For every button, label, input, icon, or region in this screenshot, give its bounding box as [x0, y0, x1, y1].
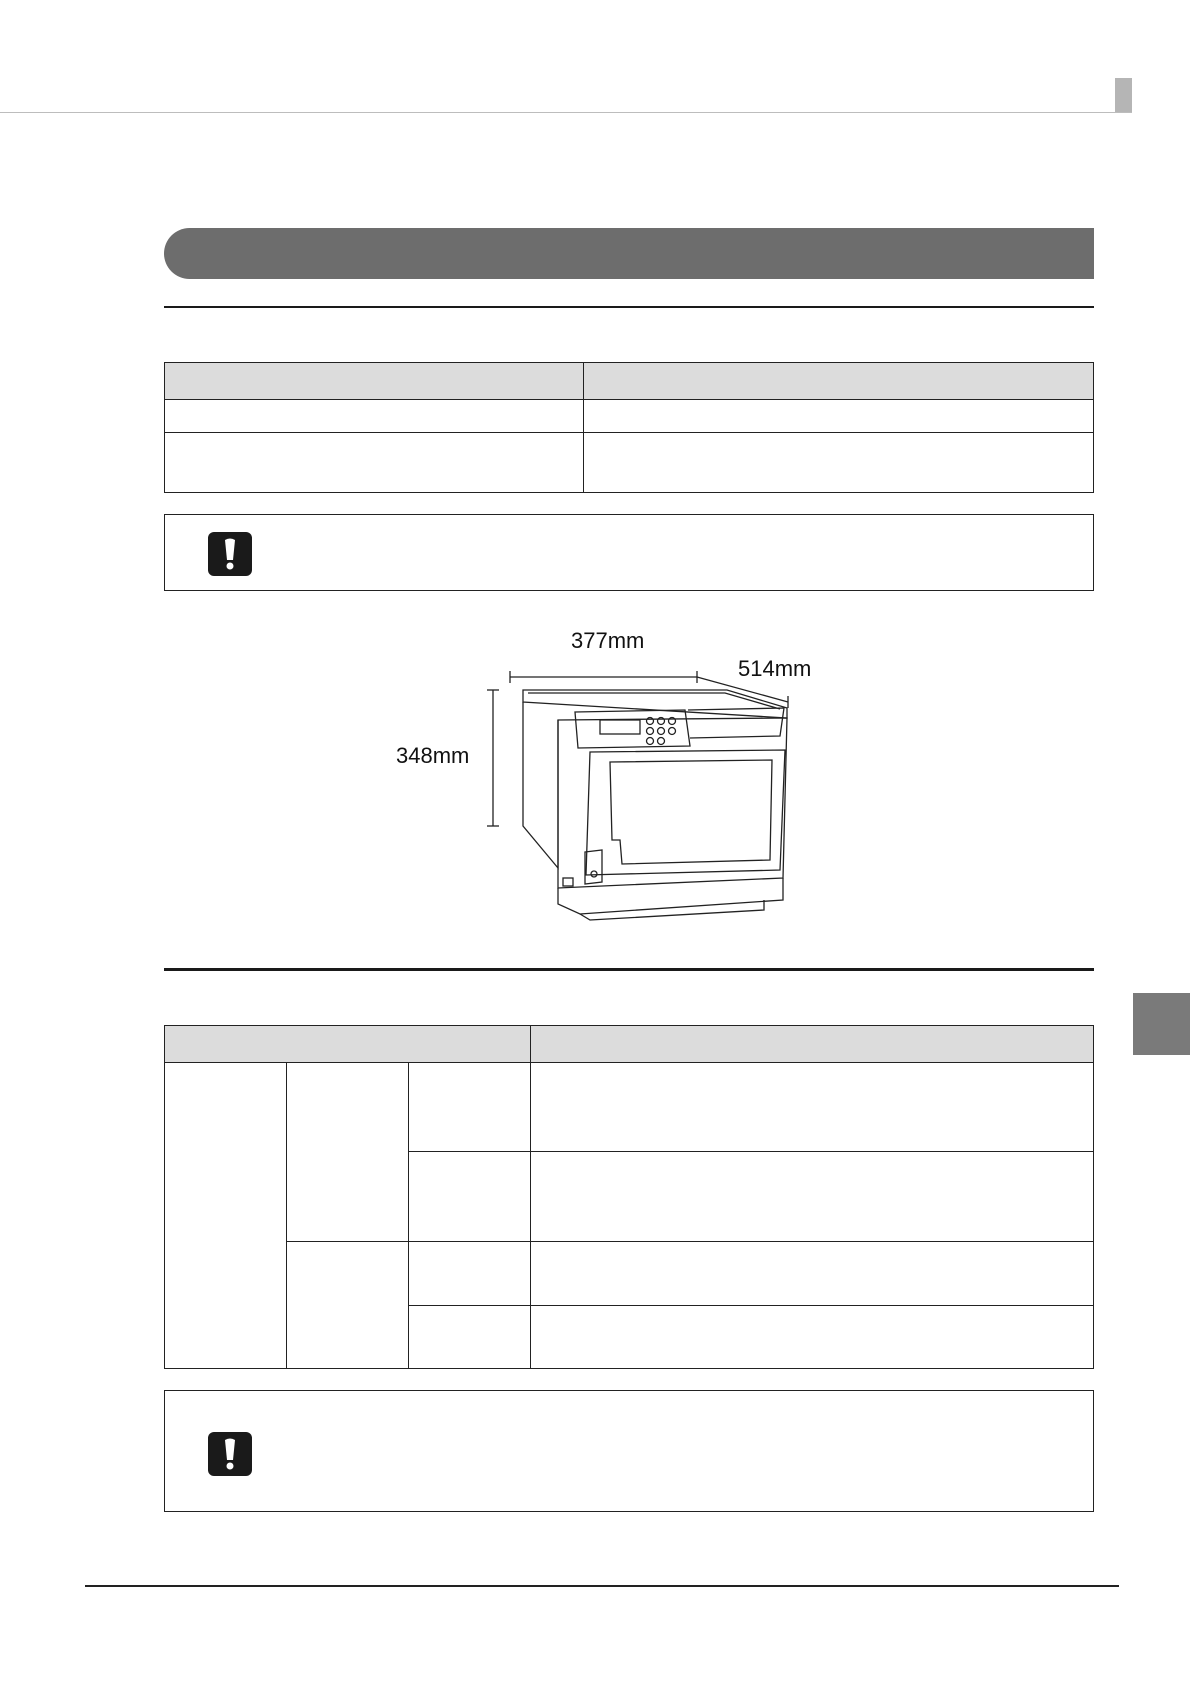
table-header-row: [165, 363, 1093, 400]
spec-table: [164, 362, 1094, 493]
table-row-divider: [286, 1241, 1093, 1242]
section-banner: [164, 228, 1094, 279]
subsection-rule: [164, 306, 1094, 308]
footer-rule: [85, 1585, 1119, 1587]
width-dimension-label: 377mm: [571, 628, 645, 653]
table-header-row: [165, 1026, 1093, 1063]
warning-exclamation-icon: [208, 532, 252, 576]
table-row-divider: [408, 1305, 1093, 1306]
table-column-divider: [530, 1026, 531, 1062]
table-row-divider: [165, 432, 1093, 433]
subsection-rule: [164, 968, 1094, 971]
warning-exclamation-icon: [208, 1432, 252, 1476]
header-rule: [0, 112, 1132, 113]
depth-dimension-label: 514mm: [738, 656, 812, 681]
page-corner-marker: [1115, 78, 1132, 112]
table-row-divider: [408, 1151, 1093, 1152]
height-dimension-label: 348mm: [396, 743, 470, 768]
environment-table: [164, 1025, 1094, 1369]
chapter-side-tab: [1133, 993, 1190, 1055]
important-notice: [164, 514, 1094, 591]
table-column-divider: [408, 1062, 409, 1368]
important-notice: [164, 1390, 1094, 1512]
table-column-divider: [286, 1062, 287, 1368]
table-column-divider: [583, 363, 584, 492]
table-column-divider: [530, 1062, 531, 1368]
